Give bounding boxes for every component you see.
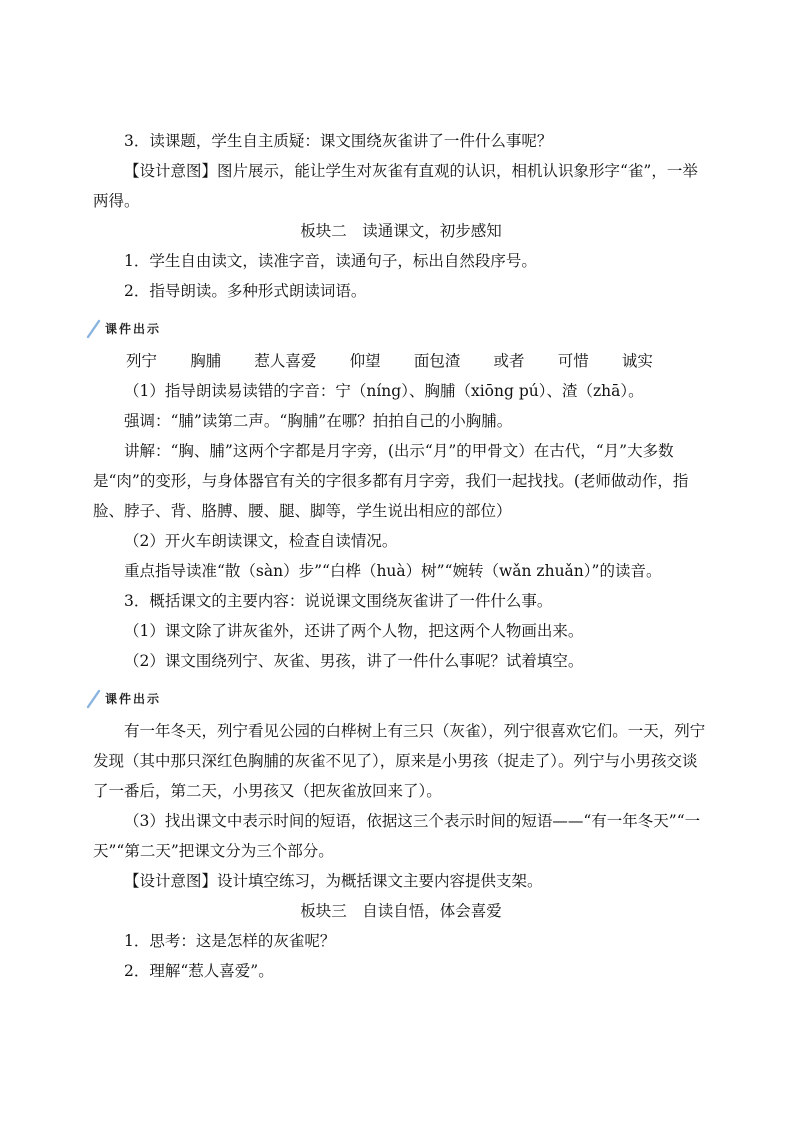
paragraph: 2．指导朗读。多种形式朗读词语。: [124, 282, 367, 300]
vocab-word: 诚实: [621, 352, 653, 370]
paragraph: （3）找出课文中表示时间的短语，依据这三个表示时间的短语——“有一年冬天”“一天”“第二天”把课文分为三个部分。: [93, 812, 701, 860]
fill-in-paragraph: 有一年冬天，列宁看见公园的白桦树上有三只（灰雀），列宁很喜欢它们。一天，列宁发现（其中那只深红色胸脯的灰雀不见了），原来是小男孩（捉走了）。列宁与小男孩交谈了一番后，第二天，小男孩又（把灰雀放回来了）。: [93, 722, 706, 800]
design-intent-paragraph: 【设计意图】设计填空练习，为概括课文主要内容提供支架。: [124, 872, 543, 890]
paragraph: 强调：“脯”读第二声。“胸脯”在哪？拍拍自己的小胸脯。: [124, 412, 513, 430]
paragraph: 重点指导读准“散（sàn）步”“白桦（huà）树”“婉转（wǎn zhuǎn）”的读音。: [124, 562, 662, 580]
courseware-tag: [85, 314, 709, 344]
vocab-word: 仰望: [349, 352, 381, 370]
paragraph: 3．读课题，学生自主质疑：课文围绕灰雀讲了一件什么事呢？: [124, 132, 553, 150]
paragraph: 2．理解“惹人喜爱”。: [124, 962, 274, 980]
section-heading-2: 板块二 读通课文，初步感知: [300, 222, 502, 240]
paragraph: 3．概括课文的主要内容：说说课文围绕灰雀讲了一件什么事。: [124, 592, 553, 610]
section-heading-3: 板块三 自读自悟，体会喜爱: [300, 902, 502, 920]
slash-icon: [85, 688, 105, 708]
document-body: [93, 126, 709, 986]
courseware-tag: [85, 684, 709, 714]
courseware-tag-label: 课件出示: [105, 322, 162, 336]
slash-icon: [85, 318, 105, 338]
paragraph: （2）开火车朗读课文，检查自读情况。: [124, 532, 398, 550]
vocab-word: 惹人喜爱: [254, 352, 317, 370]
vocabulary-list: [93, 346, 709, 376]
paragraph: 讲解：“胸、脯”这两个字都是月字旁，(出示“月”的甲骨文）在古代，“月”大多数是“肉”的变形，与身体器官有关的字很多都有月字旁，我们一起找找。(老师做动作，指脸、脖子、背、胳膊、腰、腿、脚等，学生说出相应的部位）: [93, 442, 689, 520]
vocab-word: 面包渣: [413, 352, 461, 370]
vocab-word: 或者: [493, 352, 525, 370]
paragraph: （2）课文围绕列宁、灰雀、男孩，讲了一件什么事呢？试着填空。: [124, 652, 584, 670]
paragraph: 1．学生自由读文，读准字音，读通句子，标出自然段序号。: [124, 252, 537, 270]
paragraph: （1）指导朗读易读错的字音：宁（níng）、胸脯（xiōng pú）、渣（zhā）。: [124, 382, 644, 400]
design-intent-paragraph: 【设计意图】图片展示，能让学生对灰雀有直观的认识，相机认识象形字“雀”，一举两得。: [93, 162, 698, 210]
courseware-tag-label: 课件出示: [105, 692, 162, 706]
paragraph: （1）课文除了讲灰雀外，还讲了两个人物，把这两个人物画出来。: [124, 622, 584, 640]
vocab-word: 列宁: [126, 352, 158, 370]
vocab-word: 胸脯: [190, 352, 222, 370]
vocab-word: 可惜: [557, 352, 589, 370]
paragraph: 1．思考：这是怎样的灰雀呢？: [124, 932, 336, 950]
